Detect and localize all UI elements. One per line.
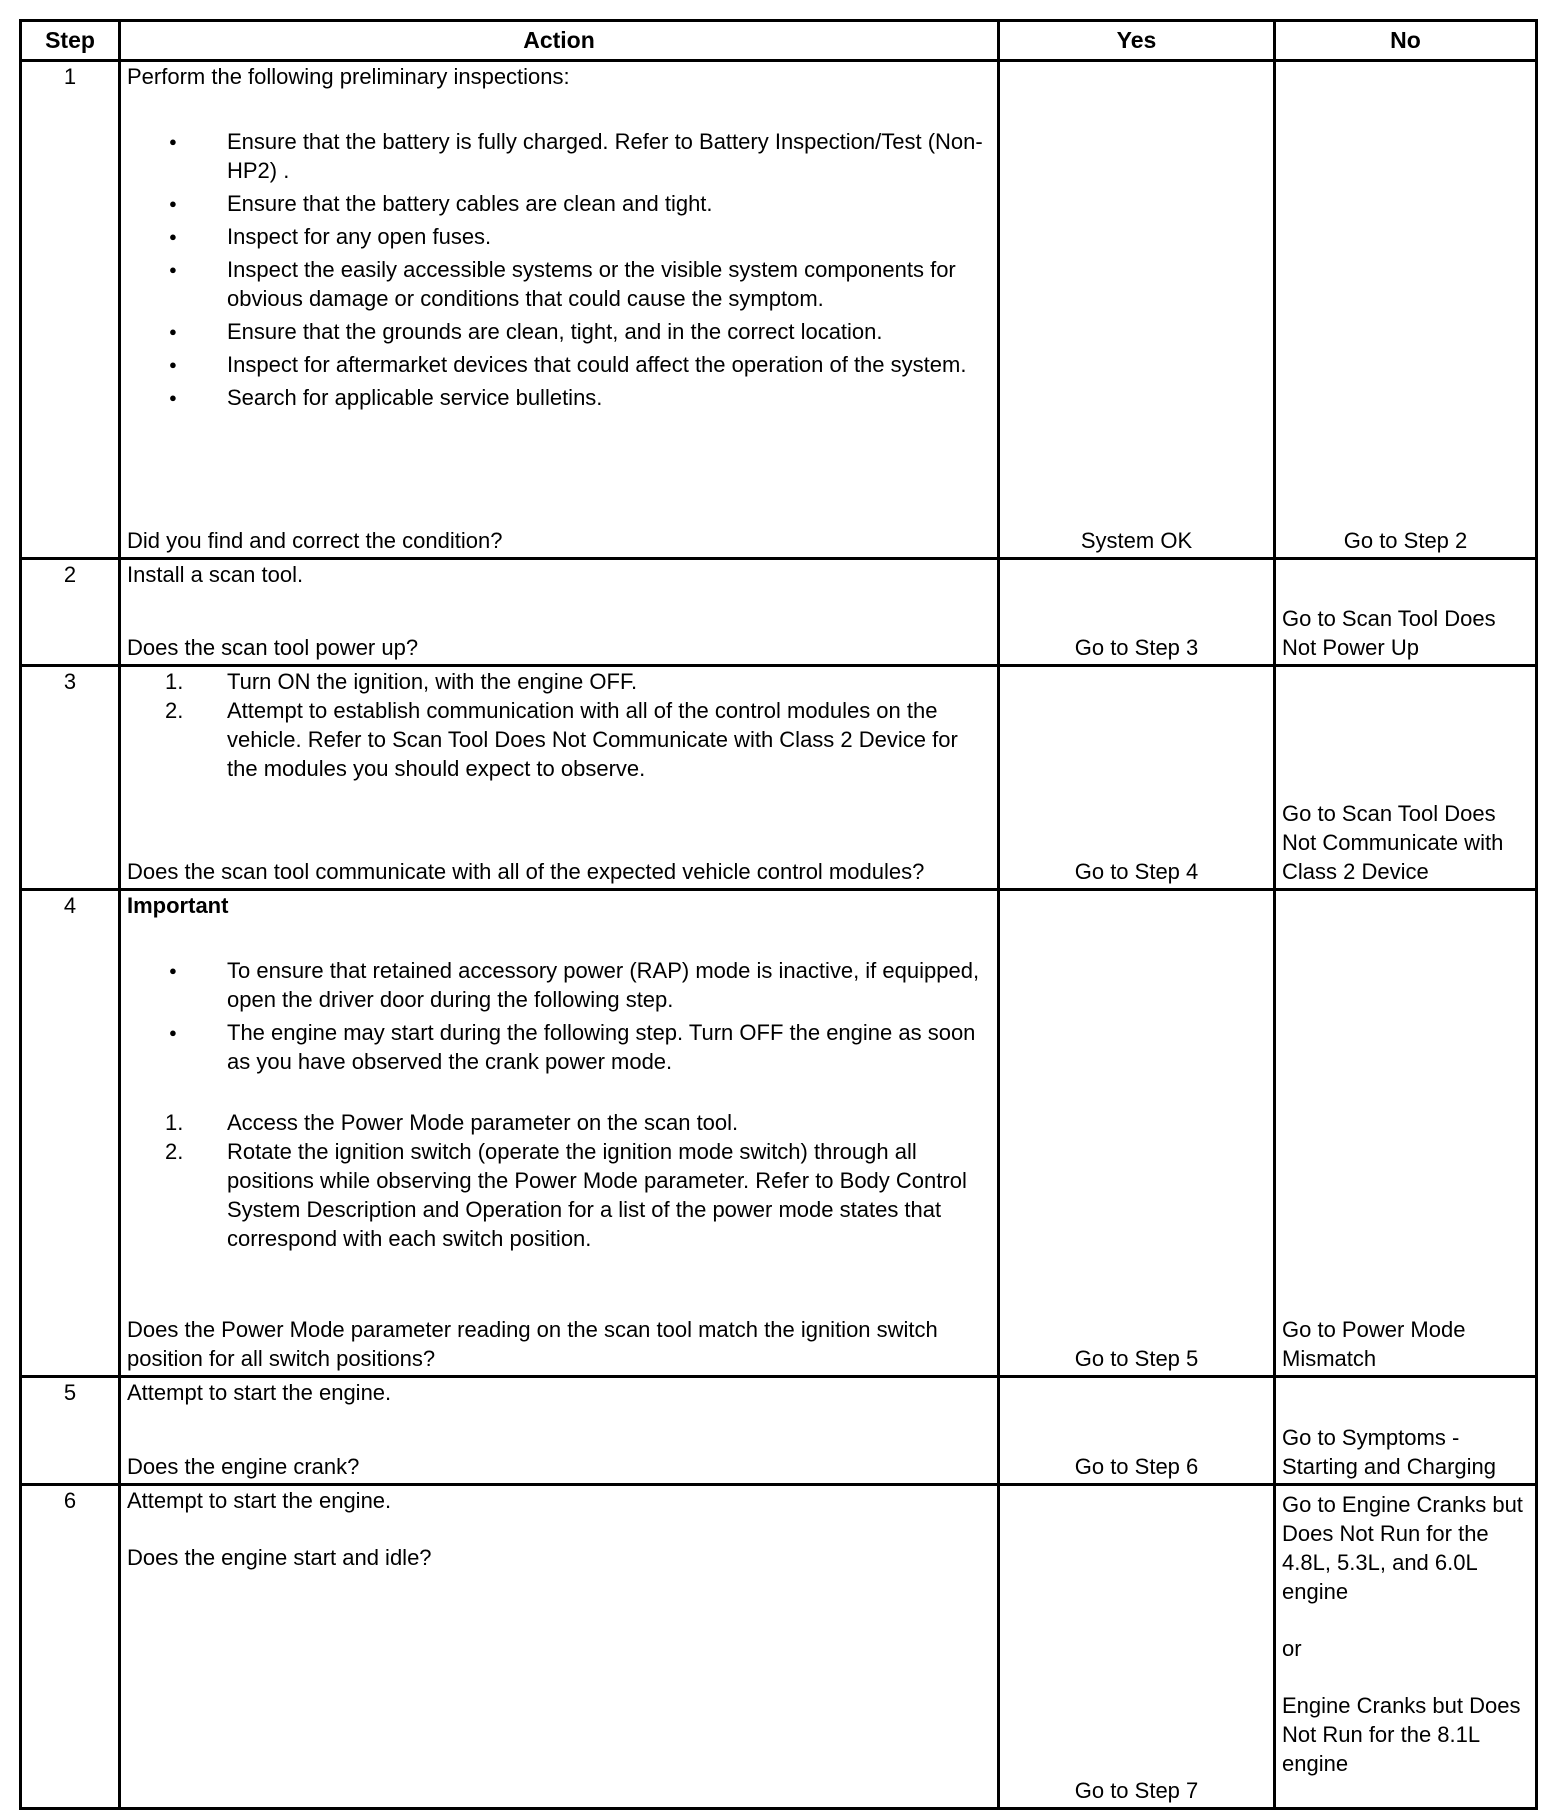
yes-result: System OK <box>1080 528 1193 553</box>
yes-result: Go to Step 5 <box>1074 1346 1199 1371</box>
important-label: Important <box>127 893 229 918</box>
no-result: Go to Step 2 <box>1343 528 1468 553</box>
yes-cell <box>999 559 1275 666</box>
step-number: 6 <box>21 1485 120 1809</box>
yes-cell <box>999 666 1275 890</box>
numbered-list <box>127 667 991 783</box>
table-row <box>21 666 1537 890</box>
no-cell <box>1275 559 1537 666</box>
no-cell <box>1275 890 1537 1377</box>
list-item: 1. Access the Power Mode parameter on the scan tool. <box>165 1110 739 1135</box>
yes-cell <box>999 1377 1275 1485</box>
no-result-alt: Engine Cranks but Does Not Run for the 8.1L engine <box>1282 1693 1521 1776</box>
bullet-list <box>127 956 991 1076</box>
list-item: ● Ensure that the battery cables are clean and tight. <box>227 189 991 218</box>
table-row <box>21 61 1537 559</box>
action-intro: Install a scan tool. <box>127 562 304 587</box>
list-item: ● To ensure that retained accessory power (RAP) mode is inactive, if equipped, open the driver door during the following step. <box>227 956 991 1014</box>
table-row <box>21 559 1537 666</box>
list-item: ● Inspect the easily accessible systems or the visible system components for obvious damage or conditions that could cause the symptom. <box>227 255 991 313</box>
action-intro: Attempt to start the engine. <box>127 1488 392 1513</box>
step-number: 3 <box>21 666 120 890</box>
action-question: Does the engine start and idle? <box>127 1545 432 1570</box>
yes-result: Go to Step 6 <box>1074 1454 1199 1479</box>
yes-cell <box>999 1485 1275 1809</box>
table-row <box>21 1485 1537 1809</box>
action-question: Did you find and correct the condition? <box>127 528 503 553</box>
table-row <box>21 1377 1537 1485</box>
step-number: 1 <box>21 61 120 559</box>
list-item: ● Inspect for any open fuses. <box>227 222 991 251</box>
yes-cell <box>999 61 1275 559</box>
header-no: No <box>1275 21 1537 61</box>
list-item: ● Inspect for aftermarket devices that could affect the operation of the system. <box>227 350 991 379</box>
diagnostic-table <box>19 19 1538 1810</box>
action-intro: Attempt to start the engine. <box>127 1380 392 1405</box>
header-yes: Yes <box>999 21 1275 61</box>
yes-cell <box>999 890 1275 1377</box>
yes-result: Go to Step 7 <box>1074 1778 1199 1803</box>
no-result: Go to Power Mode Mismatch <box>1282 1317 1466 1371</box>
step-number: 5 <box>21 1377 120 1485</box>
table-header-row <box>21 21 1537 61</box>
list-item: ● Ensure that the battery is fully charged. Refer to Battery Inspection/Test (Non-HP2) . <box>227 127 991 185</box>
no-cell <box>1275 666 1537 890</box>
bullet-list <box>127 127 991 412</box>
action-question: Does the scan tool communicate with all of the expected vehicle control modules? <box>127 859 925 884</box>
list-item: 2. Attempt to establish communication with all of the control modules on the vehicle. Refer to Scan Tool Does Not Communicate with Class 2 Device for the modules you should expect to observe. <box>165 698 958 781</box>
list-item: 2. Rotate the ignition switch (operate the ignition mode switch) through all positions while observing the Power Mode parameter. Refer to Body Control System Description and Operation for a list of the power mode states that correspond with each switch position. <box>165 1139 967 1251</box>
action-cell <box>120 559 999 666</box>
numbered-list <box>127 1108 991 1253</box>
header-step: Step <box>21 21 120 61</box>
action-cell <box>120 61 999 559</box>
list-item: 1. Turn ON the ignition, with the engine OFF. <box>165 669 638 694</box>
table-row <box>21 890 1537 1377</box>
action-question: Does the engine crank? <box>127 1454 360 1479</box>
action-cell <box>120 1485 999 1809</box>
no-result: Go to Scan Tool Does Not Communicate with Class 2 Device <box>1282 801 1504 884</box>
no-cell <box>1275 61 1537 559</box>
no-cell <box>1275 1485 1537 1809</box>
list-item: ● The engine may start during the following step. Turn OFF the engine as soon as you have observed the crank power mode. <box>227 1018 991 1076</box>
action-cell <box>120 890 999 1377</box>
action-intro: Perform the following preliminary inspections: <box>127 64 570 89</box>
list-item: ● Ensure that the grounds are clean, tight, and in the correct location. <box>227 317 991 346</box>
list-item: ● Search for applicable service bulletins. <box>227 383 991 412</box>
step-number: 4 <box>21 890 120 1377</box>
no-cell <box>1275 1377 1537 1485</box>
action-cell <box>120 666 999 890</box>
action-question: Does the scan tool power up? <box>127 635 419 660</box>
header-action: Action <box>120 21 999 61</box>
step-number: 2 <box>21 559 120 666</box>
yes-result: Go to Step 4 <box>1074 859 1199 884</box>
no-result-or: or <box>1282 1636 1302 1661</box>
yes-result: Go to Step 3 <box>1074 635 1199 660</box>
no-result: Go to Symptoms - Starting and Charging <box>1282 1425 1497 1479</box>
action-question: Does the Power Mode parameter reading on the scan tool match the ignition switch position for all switch positions? <box>127 1317 938 1371</box>
action-cell <box>120 1377 999 1485</box>
no-result: Go to Engine Cranks but Does Not Run for the 4.8L, 5.3L, and 6.0L engine <box>1282 1492 1523 1604</box>
no-result: Go to Scan Tool Does Not Power Up <box>1282 606 1496 660</box>
